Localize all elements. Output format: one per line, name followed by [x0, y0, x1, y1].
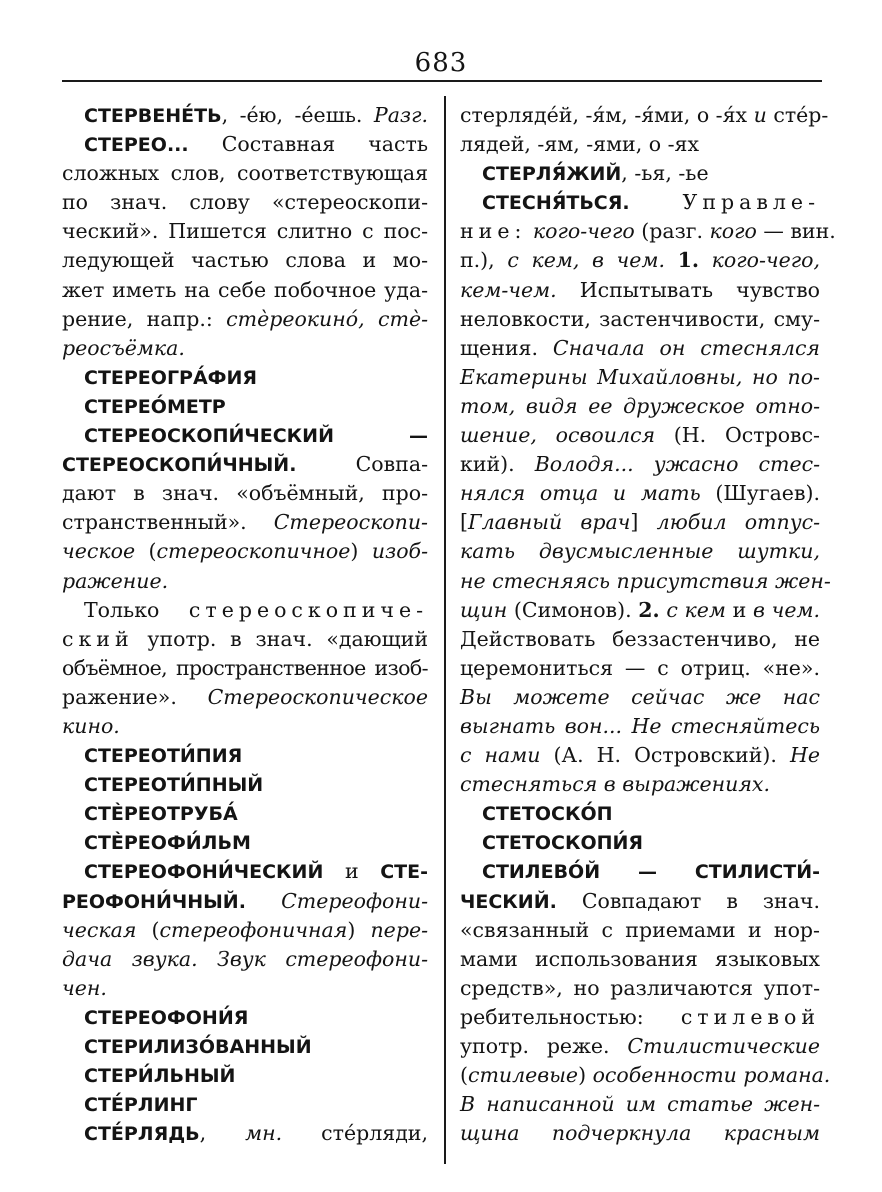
headword: СТЕРЕОСКОПИ́ЧЕСКИЙ — [84, 425, 428, 448]
text-line [62, 974, 428, 1003]
text-segment: средств», но различаются упот- [460, 975, 820, 1000]
text-segment: , -е́ю, -е́ешь. [221, 103, 374, 127]
text-segment: Не [789, 743, 820, 768]
text-line [460, 188, 820, 217]
text-segment: Главный врач [468, 510, 631, 535]
headword: СТЕРЕО́МЕТР [84, 395, 226, 418]
text-line [62, 188, 428, 217]
headword: СТЕРЛЯ́ЖИЙ [482, 163, 622, 186]
headword: ЧЕСКИЙ. [460, 890, 557, 913]
text-line [62, 217, 428, 246]
headword: СТЕРЕОФОНИ́ЧЕСКИЙ [84, 861, 324, 884]
text-line [460, 857, 820, 886]
text-segment: ражение». [62, 684, 208, 709]
text-line [62, 828, 428, 857]
text-segment: ( [460, 1063, 468, 1088]
text-segment: дача звука. Звук стереофони- [62, 946, 428, 971]
text-segment: Только [84, 597, 189, 622]
text-segment: стереоскопичное [156, 539, 351, 564]
text-segment: (разг. [634, 219, 710, 244]
text-segment: выгнать вон... Не стесняйтесь [460, 713, 820, 738]
text-segment: рение, напр.: [62, 306, 227, 331]
text-line [460, 596, 820, 625]
text-segment [630, 190, 683, 214]
text-line [460, 1003, 820, 1032]
text-segment: чен. [62, 975, 107, 1000]
text-segment: особенности романа. [592, 1063, 831, 1088]
page-number: 683 [414, 48, 468, 78]
text-line [460, 305, 820, 334]
text-segment: ребительностью: [460, 1004, 681, 1029]
text-segment: неловкости, застенчивости, сму- [460, 306, 820, 331]
text-segment: по знач. слову «стереоскопи- [62, 190, 428, 215]
headword: СТЕРЕОСКОПИ́ЧНЫЙ. [62, 454, 297, 477]
text-line [460, 159, 820, 188]
text-segment: Разг. [373, 103, 428, 127]
text-line [460, 508, 820, 537]
headword: СТЕ́РЛЯДЬ [84, 1123, 200, 1146]
text-segment: стереоскопиче- [188, 597, 428, 622]
text-line [62, 421, 428, 450]
text-line [62, 887, 428, 916]
text-segment: , [199, 1121, 246, 1146]
text-segment: Совпадают в знач. [556, 888, 820, 913]
text-line [460, 1032, 820, 1061]
text-line [62, 712, 428, 741]
text-line [62, 334, 428, 363]
text-line [460, 828, 820, 857]
text-line [460, 741, 820, 770]
headword: СТЕ́РЛИНГ [84, 1094, 198, 1117]
text-segment: ( [135, 539, 157, 564]
text-line [460, 799, 820, 828]
text-segment: Стереоскопи- [273, 510, 428, 535]
text-line [460, 683, 820, 712]
text-segment: нялся отца и мать [460, 481, 701, 506]
text-line [62, 1061, 428, 1090]
text-segment: кий). [460, 452, 535, 477]
headword: СТЕРИ́ЛЬНЫЙ [84, 1065, 236, 1088]
text-line [460, 363, 820, 392]
text-line [62, 596, 428, 625]
text-segment: том, видя ее дружеское отно- [460, 393, 820, 418]
text-segment: стесняться в выражениях. [460, 772, 770, 797]
text-segment: кого [709, 219, 757, 244]
text-segment: в чем. [752, 597, 820, 622]
text-line [460, 1061, 831, 1090]
text-segment: 2. [638, 597, 660, 622]
text-line [460, 654, 820, 683]
text-segment: с кем [666, 597, 726, 622]
header-rule [62, 80, 822, 82]
text-segment: (Н. Островс- [655, 423, 820, 448]
text-line [460, 479, 820, 508]
text-segment: ( [136, 917, 160, 942]
text-segment: кого-чего [532, 219, 635, 244]
text-line [62, 363, 428, 392]
text-segment: ) [350, 539, 372, 564]
text-segment: дают в знач. «объёмный, про- [62, 481, 428, 506]
text-segment: Совпа- [296, 452, 428, 477]
text-segment: ледующей частью слова и мо- [62, 248, 428, 273]
text-segment: сте́рляди, [282, 1121, 428, 1146]
text-line [62, 741, 428, 770]
text-line [460, 537, 820, 566]
text-line [460, 625, 820, 654]
text-line [460, 276, 820, 305]
text-segment: и [725, 597, 753, 622]
text-line [62, 537, 428, 566]
text-segment: 1. [677, 248, 700, 273]
text-line [460, 567, 831, 596]
text-segment: п.), [460, 248, 508, 273]
text-segment: (Шугаев). [700, 481, 820, 506]
text-line [62, 1119, 428, 1148]
text-line [62, 945, 428, 974]
text-segment: ние: [460, 219, 527, 244]
text-line [460, 101, 829, 130]
column-divider [444, 96, 446, 1164]
text-line [62, 479, 428, 508]
text-segment [246, 889, 281, 913]
text-line [460, 130, 820, 159]
text-segment: Составная часть [188, 132, 428, 157]
text-segment: пере- [370, 917, 429, 942]
text-segment: и [323, 859, 381, 884]
headword: СТЕРЕО... [84, 134, 189, 157]
text-segment: стилевые [468, 1063, 579, 1088]
text-segment: реосъёмка. [62, 335, 185, 360]
text-line [62, 567, 428, 596]
text-segment: Стереоскопическое [207, 684, 428, 709]
text-segment: кем-чем. [460, 277, 557, 302]
text-segment: стилевой [680, 1004, 820, 1029]
headword: СТЕСНЯ́ТЬСЯ. [482, 192, 630, 215]
text-line [460, 916, 820, 945]
headword: СТЕТОСКО́П [482, 803, 613, 826]
text-segment: щин [460, 597, 508, 622]
text-segment: любил отпус- [656, 510, 821, 535]
text-segment: ский [62, 626, 134, 651]
text-segment: (Симонов). [507, 597, 639, 622]
headword: СТЕРЕОТИ́ПИЯ [84, 745, 243, 768]
text-segment: с кем, в чем. [507, 248, 665, 273]
text-segment: мами использования языковых [460, 946, 820, 971]
text-segment: Стереофони- [281, 888, 428, 913]
text-segment: Володя... ужасно стес- [534, 452, 821, 477]
text-segment: не стесняясь присутствия жен- [460, 568, 831, 593]
text-line [62, 799, 428, 828]
text-segment: жет иметь на себе побочное уда- [62, 277, 428, 302]
text-segment: шение, освоился [460, 423, 656, 448]
text-segment [699, 248, 712, 272]
text-line [62, 1090, 428, 1119]
text-segment: Вы можете сейчас же нас [460, 684, 820, 709]
headword: СТЕТОСКОПИ́Я [482, 832, 644, 855]
text-segment: Действовать беззастенчиво, не [460, 626, 820, 651]
text-segment: щина подчеркнула красным [460, 1121, 820, 1146]
text-segment: лядей, -ям, -ями, о -ях [460, 132, 700, 157]
text-segment: Испытывать чувство [556, 277, 820, 302]
text-segment: стѐреокинó, стѐ- [226, 306, 429, 331]
text-segment: Сначала он стеснялся [552, 335, 820, 360]
text-segment: сложных слов, соответствующая [62, 161, 428, 186]
text-line [460, 246, 820, 275]
text-segment: ] [630, 510, 657, 535]
text-segment: и [753, 103, 767, 127]
text-line [460, 1119, 820, 1148]
text-segment [665, 248, 678, 272]
right-column [460, 101, 836, 1171]
text-segment: ческий». Пишется слитно с пос- [62, 219, 428, 244]
text-segment: мн. [245, 1121, 283, 1146]
text-line [460, 334, 820, 363]
text-line [460, 450, 820, 479]
text-line [62, 683, 428, 712]
text-line [62, 625, 428, 654]
text-segment: изоб- [371, 539, 428, 564]
text-segment: стереофоничная [159, 917, 348, 942]
text-line [460, 712, 820, 741]
text-line [62, 392, 428, 421]
text-segment: ) [347, 917, 371, 942]
text-segment: , -ья, -ье [621, 161, 709, 186]
headword: СТЕРВЕНЕ́ТЬ [84, 105, 222, 127]
text-line [62, 857, 428, 886]
headword: РЕОФОНИ́ЧНЫЙ. [62, 890, 246, 913]
text-line [460, 945, 820, 974]
text-line [62, 159, 428, 188]
text-line [62, 1003, 428, 1032]
text-line [62, 450, 428, 479]
text-line [460, 392, 820, 421]
headword: СТЕРЕОТИ́ПНЫЙ [84, 774, 264, 797]
text-line [62, 101, 428, 130]
text-line [62, 770, 428, 799]
text-line [62, 276, 428, 305]
text-line [62, 246, 428, 275]
text-segment: церемониться — с отриц. «не». [460, 655, 820, 680]
text-line [460, 1090, 820, 1119]
text-segment: употр. в знач. «дающий [133, 626, 428, 651]
text-line [460, 974, 820, 1003]
headword: СТЕ- [380, 861, 428, 884]
text-segment: употр. реже. [460, 1034, 628, 1058]
text-segment: — вин. [756, 219, 836, 244]
headword: СТЀРЕОТРУБА́ [84, 803, 238, 826]
text-segment: сте́р- [766, 103, 829, 127]
text-segment: с нами [460, 743, 541, 768]
text-segment: Стилистические [627, 1034, 820, 1058]
text-segment: щения. [460, 335, 553, 360]
text-segment: стерляде́й, -я́м, -я́ми, о -я́х [460, 103, 754, 127]
text-line [460, 770, 820, 799]
text-segment: Екатерины Михайловны, но по- [460, 364, 820, 389]
text-segment: объёмное, пространственное изоб- [62, 655, 428, 680]
text-segment: «связанный с приемами и нор- [460, 917, 820, 942]
text-segment: странственный». [62, 510, 274, 535]
headword: СТЕРЕОФОНИ́Я [84, 1006, 249, 1029]
text-line [460, 887, 820, 916]
text-line [62, 130, 428, 159]
text-segment: кино. [62, 713, 120, 738]
headword: СТЕРЕОГРА́ФИЯ [84, 366, 258, 389]
text-segment: ) [578, 1063, 593, 1088]
text-segment: кого-чего, [711, 248, 820, 273]
text-line [62, 654, 428, 683]
text-segment: ческая [62, 917, 137, 942]
text-segment: [ [460, 510, 468, 535]
headword: СТЕРИЛИЗО́ВАННЫЙ [84, 1036, 312, 1058]
text-segment: кать двусмысленные шутки, [460, 539, 820, 564]
headword: СТИЛЕВО́Й — СТИЛИСТИ́- [482, 861, 820, 884]
left-column [62, 101, 428, 1171]
text-line [460, 421, 820, 450]
text-segment: ческое [62, 539, 136, 564]
text-segment: ражение. [62, 568, 169, 593]
text-line [62, 508, 428, 537]
text-line [62, 916, 428, 945]
text-line [62, 1032, 428, 1061]
headword: СТЀРЕОФИ́ЛЬМ [84, 832, 251, 855]
text-line [460, 217, 836, 246]
text-segment: (А. Н. Островский). [540, 743, 790, 768]
text-segment: В написанной им статье жен- [460, 1092, 820, 1117]
text-segment: Управле- [682, 190, 820, 215]
text-line [62, 305, 428, 334]
